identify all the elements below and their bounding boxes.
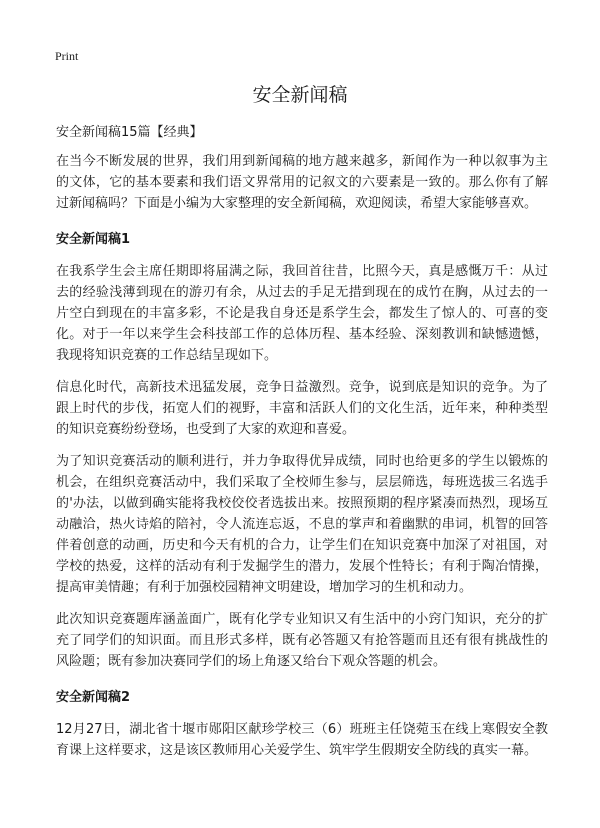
section-heading: 安全新闻稿1: [56, 232, 131, 247]
intro-paragraph: 在当今不断发展的世界，我们用到新闻稿的地方越来越多，新闻作为一种以叙事为主的文体，它的基本要素和我们语文界常用的记叙文的六要素是一致的。那么你有了解过新闻稿吗？下面是小编为大家整理的安全新闻稿，欢迎阅读，希望大家能够喜欢。: [56, 154, 548, 211]
page-title: 安全新闻稿: [252, 84, 348, 106]
print-link[interactable]: Print: [55, 49, 79, 63]
document-subtitle: 安全新闻稿15篇【经典】: [56, 125, 203, 140]
section-paragraph: 12月27日，湖北省十堰市郧阳区献珍学校三（6）班班主任饶菀玉在线上寒假安全教育课上这样要求，这是该区教师用心关爱学生、筑牢学生假期安全防线的真实一幕。: [56, 722, 548, 758]
section-paragraph: 此次知识竞赛题库涵盖面广，既有化学专业知识又有生活中的小窍门知识，充分的扩充了同学们的知识面。而且形式多样，既有必答题又有抢答题而且还有很有挑战性的风险题；既有参加决赛同学们的场上角逐又给台下观众答题的机会。: [56, 612, 548, 669]
article-body: [56, 151, 548, 772]
section-heading: 安全新闻稿2: [56, 690, 131, 705]
section-paragraph: 信息化时代，高新技术迅猛发展，竞争日益激烈。竞争，说到底是知识的竞争。为了跟上时代的步伐，拓宽人们的视野，丰富和活跃人们的文化生活，近年来，种种类型的知识竞赛纷纷登场，也受到了大家的欢迎和喜爱。: [56, 380, 548, 437]
section-paragraph: 为了知识竞赛活动的顺利进行，并力争取得优异成绩，同时也给更多的学生以锻炼的机会，在组织竞赛活动中，我们采取了全校师生参与，层层筛选，每班选拔三名选手的'办法，以做到确实能将我校佼佼者选拔出来。按照预期的程序紧凑而热烈，现场互动融洽，热火诗焰的陪衬，令人流连忘返，不息的掌声和着幽默的串词，机智的回答伴着创意的动画，历史和今天有机的合力，让学生们在知识竞赛中加深了对祖国，对学校的热爱，这样的活动有利于发掘学生的潜力，发展个性特长；有利于陶冶情操，提高审美情趣；有利于加强校园精神文明建设，增加学习的生机和动力。: [56, 454, 548, 595]
section-paragraph: 在我系学生会主席任期即将届满之际，我回首往昔，比照今天，真是感慨万千：从过去的经验浅薄到现在的游刃有余，从过去的手足无措到现在的成竹在胸，从过去的一片空白到现在的丰富多彩，不论是我自身还是系学生会，都发生了惊人的、可喜的变化。对于一年以来学生会科技部工作的总体历程、基本经验、深刻教训和缺憾遗憾，我现将知识竞赛的工作总结呈现如下。: [56, 264, 548, 363]
